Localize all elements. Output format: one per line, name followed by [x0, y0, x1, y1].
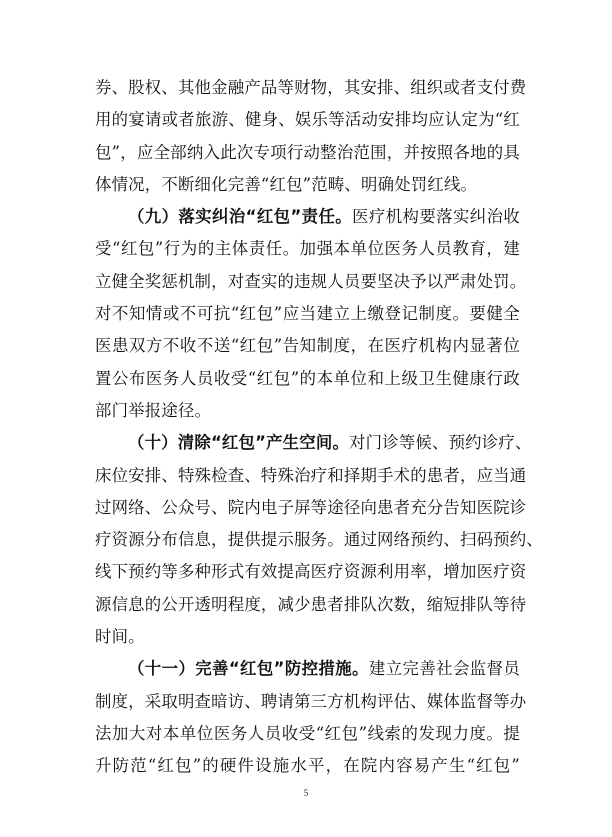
- text-line: [95, 330, 520, 362]
- line-text: 法加大对本单位医务人员收受“红包”线索的发现力度。提: [95, 723, 520, 743]
- line-text: 部门举报途径。: [95, 400, 212, 420]
- text-line: [95, 750, 520, 782]
- text-line: [95, 169, 520, 201]
- section-heading: （九）落实纠治“红包”责任。: [128, 207, 353, 227]
- text-line: [95, 298, 520, 330]
- section-heading: （十）清除“红包”产生空间。: [128, 433, 350, 453]
- section-heading-line: [95, 427, 532, 459]
- line-text: 包”，应全部纳入此次专项行动整治范围，并按照各地的具: [95, 142, 520, 162]
- line-text: 用的宴请或者旅游、健身、娱乐等活动安排均应认定为“红: [95, 110, 520, 130]
- line-text: 受“红包”行为的主体责任。加强本单位医务人员教育，建: [95, 239, 520, 259]
- text-line: [95, 233, 520, 265]
- line-text: 源信息的公开透明程度，减少患者排队次数，缩短排队等待: [95, 594, 527, 614]
- line-text: 体情况，不断细化完善“红包”范畴、明确处罚红线。: [95, 174, 478, 194]
- line-text: 券、股权、其他金融产品等财物，其安排、组织或者支付费: [95, 78, 527, 97]
- line-text: 升防范“红包”的硬件设施水平，在院内容易产生“红包”: [95, 756, 520, 776]
- line-text: 时间。: [95, 627, 145, 647]
- text-line: [95, 524, 543, 556]
- text-line: [95, 104, 520, 136]
- text-line: [95, 589, 527, 621]
- line-text: 床位安排、特殊检查、特殊治疗和择期手术的患者，应当通: [95, 465, 527, 485]
- document-body: [95, 72, 543, 783]
- line-text: 立健全奖惩机制，对查实的违规人员要坚决予以严肃处罚。: [95, 271, 527, 291]
- line-text: 过网络、公众号、院内电子屏等途径向患者充分告知医院诊: [95, 497, 527, 517]
- text-line: [95, 621, 520, 653]
- text-line: [95, 72, 527, 104]
- text-line: [95, 492, 527, 524]
- line-text: 建立完善社会监督员: [368, 659, 520, 679]
- section-heading: （十一）完善“红包”防控措施。: [128, 659, 369, 679]
- text-line: [95, 137, 520, 169]
- text-line: [95, 718, 520, 750]
- section-heading-line: [95, 201, 520, 233]
- text-line: [95, 460, 527, 492]
- text-line: [95, 363, 520, 395]
- line-text: 医患双方不收不送“红包”告知制度，在医疗机构内显著位: [95, 336, 520, 356]
- text-line: [95, 395, 520, 427]
- text-line: [95, 686, 527, 718]
- line-text: 对门诊等候、预约诊疗、: [349, 433, 532, 453]
- line-text: 线下预约等多种形式有效提高医疗资源利用率，增加医疗资: [95, 562, 527, 582]
- text-line: [95, 266, 527, 298]
- line-text: 对不知情或不可抗“红包”应当建立上缴登记制度。要健全: [95, 304, 520, 324]
- line-text: 置公布医务人员收受“红包”的本单位和上级卫生健康行政: [95, 368, 520, 388]
- text-line: [95, 556, 527, 588]
- line-text: 制度，采取明查暗访、聘请第三方机构评估、媒体监督等办: [95, 691, 527, 711]
- line-text: 疗资源分布信息，提供提示服务。通过网络预约、扫码预约、: [95, 530, 543, 550]
- section-heading-line: [95, 653, 520, 685]
- line-text: 医疗机构要落实纠治收: [352, 207, 520, 227]
- page-number: 5: [303, 788, 309, 798]
